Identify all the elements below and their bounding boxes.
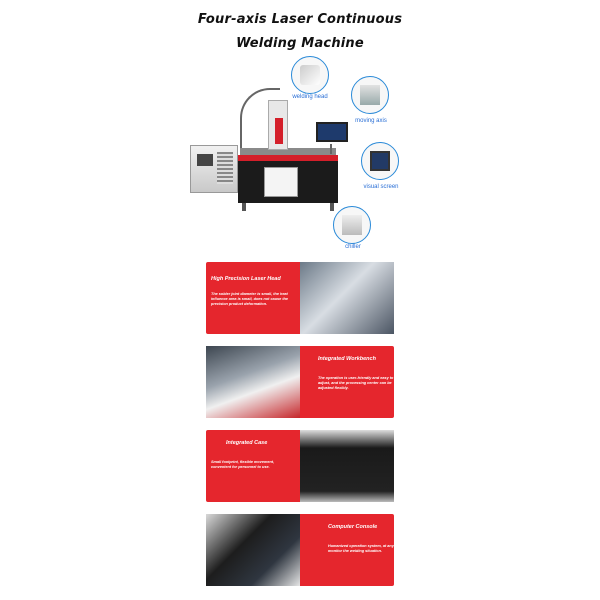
workbench-photo — [206, 346, 300, 418]
laser-head-photo — [300, 262, 394, 334]
workbench-cabinet — [238, 155, 338, 203]
page-title-line2: Welding Machine — [236, 36, 364, 51]
page-title-line1: Four-axis Laser Continuous — [197, 12, 403, 27]
chiller-callout — [333, 206, 371, 244]
console-photo — [206, 514, 300, 586]
laser-head — [275, 118, 283, 144]
visual-screen-label: visual screen — [363, 184, 399, 190]
welding-head-label: welding head — [292, 94, 328, 100]
feature-desc: The operation is user-friendly and easy to adjust, and the processing center can be adjusted flexibly. — [318, 376, 394, 391]
welding-head-callout — [291, 56, 329, 94]
feature-card-case — [206, 430, 394, 502]
feature-title: Computer Console — [328, 524, 378, 530]
feature-card-console — [206, 514, 408, 586]
feature-card-workbench — [206, 346, 394, 418]
feature-desc: The solder joint diameter is small, the heat influence area is small, does not cause the precision product deformation. — [211, 292, 289, 307]
feature-desc: Small footprint, flexible movement, convenient for personnel to use. — [211, 460, 275, 470]
chiller-unit — [190, 145, 238, 193]
feature-title: High Precision Laser Head — [211, 276, 281, 282]
feature-desc: Humanized operation system, at any time to monitor the welding situation. — [328, 544, 408, 554]
feature-title: Integrated Workbench — [318, 356, 376, 362]
chiller-label: chiller — [345, 244, 361, 250]
feature-card-laser-head — [206, 262, 394, 334]
moving-axis-label: moving axis — [355, 118, 387, 124]
moving-axis-callout — [351, 76, 389, 114]
feature-title: Integrated Case — [226, 440, 268, 446]
monitor — [316, 122, 348, 142]
visual-screen-callout — [361, 142, 399, 180]
